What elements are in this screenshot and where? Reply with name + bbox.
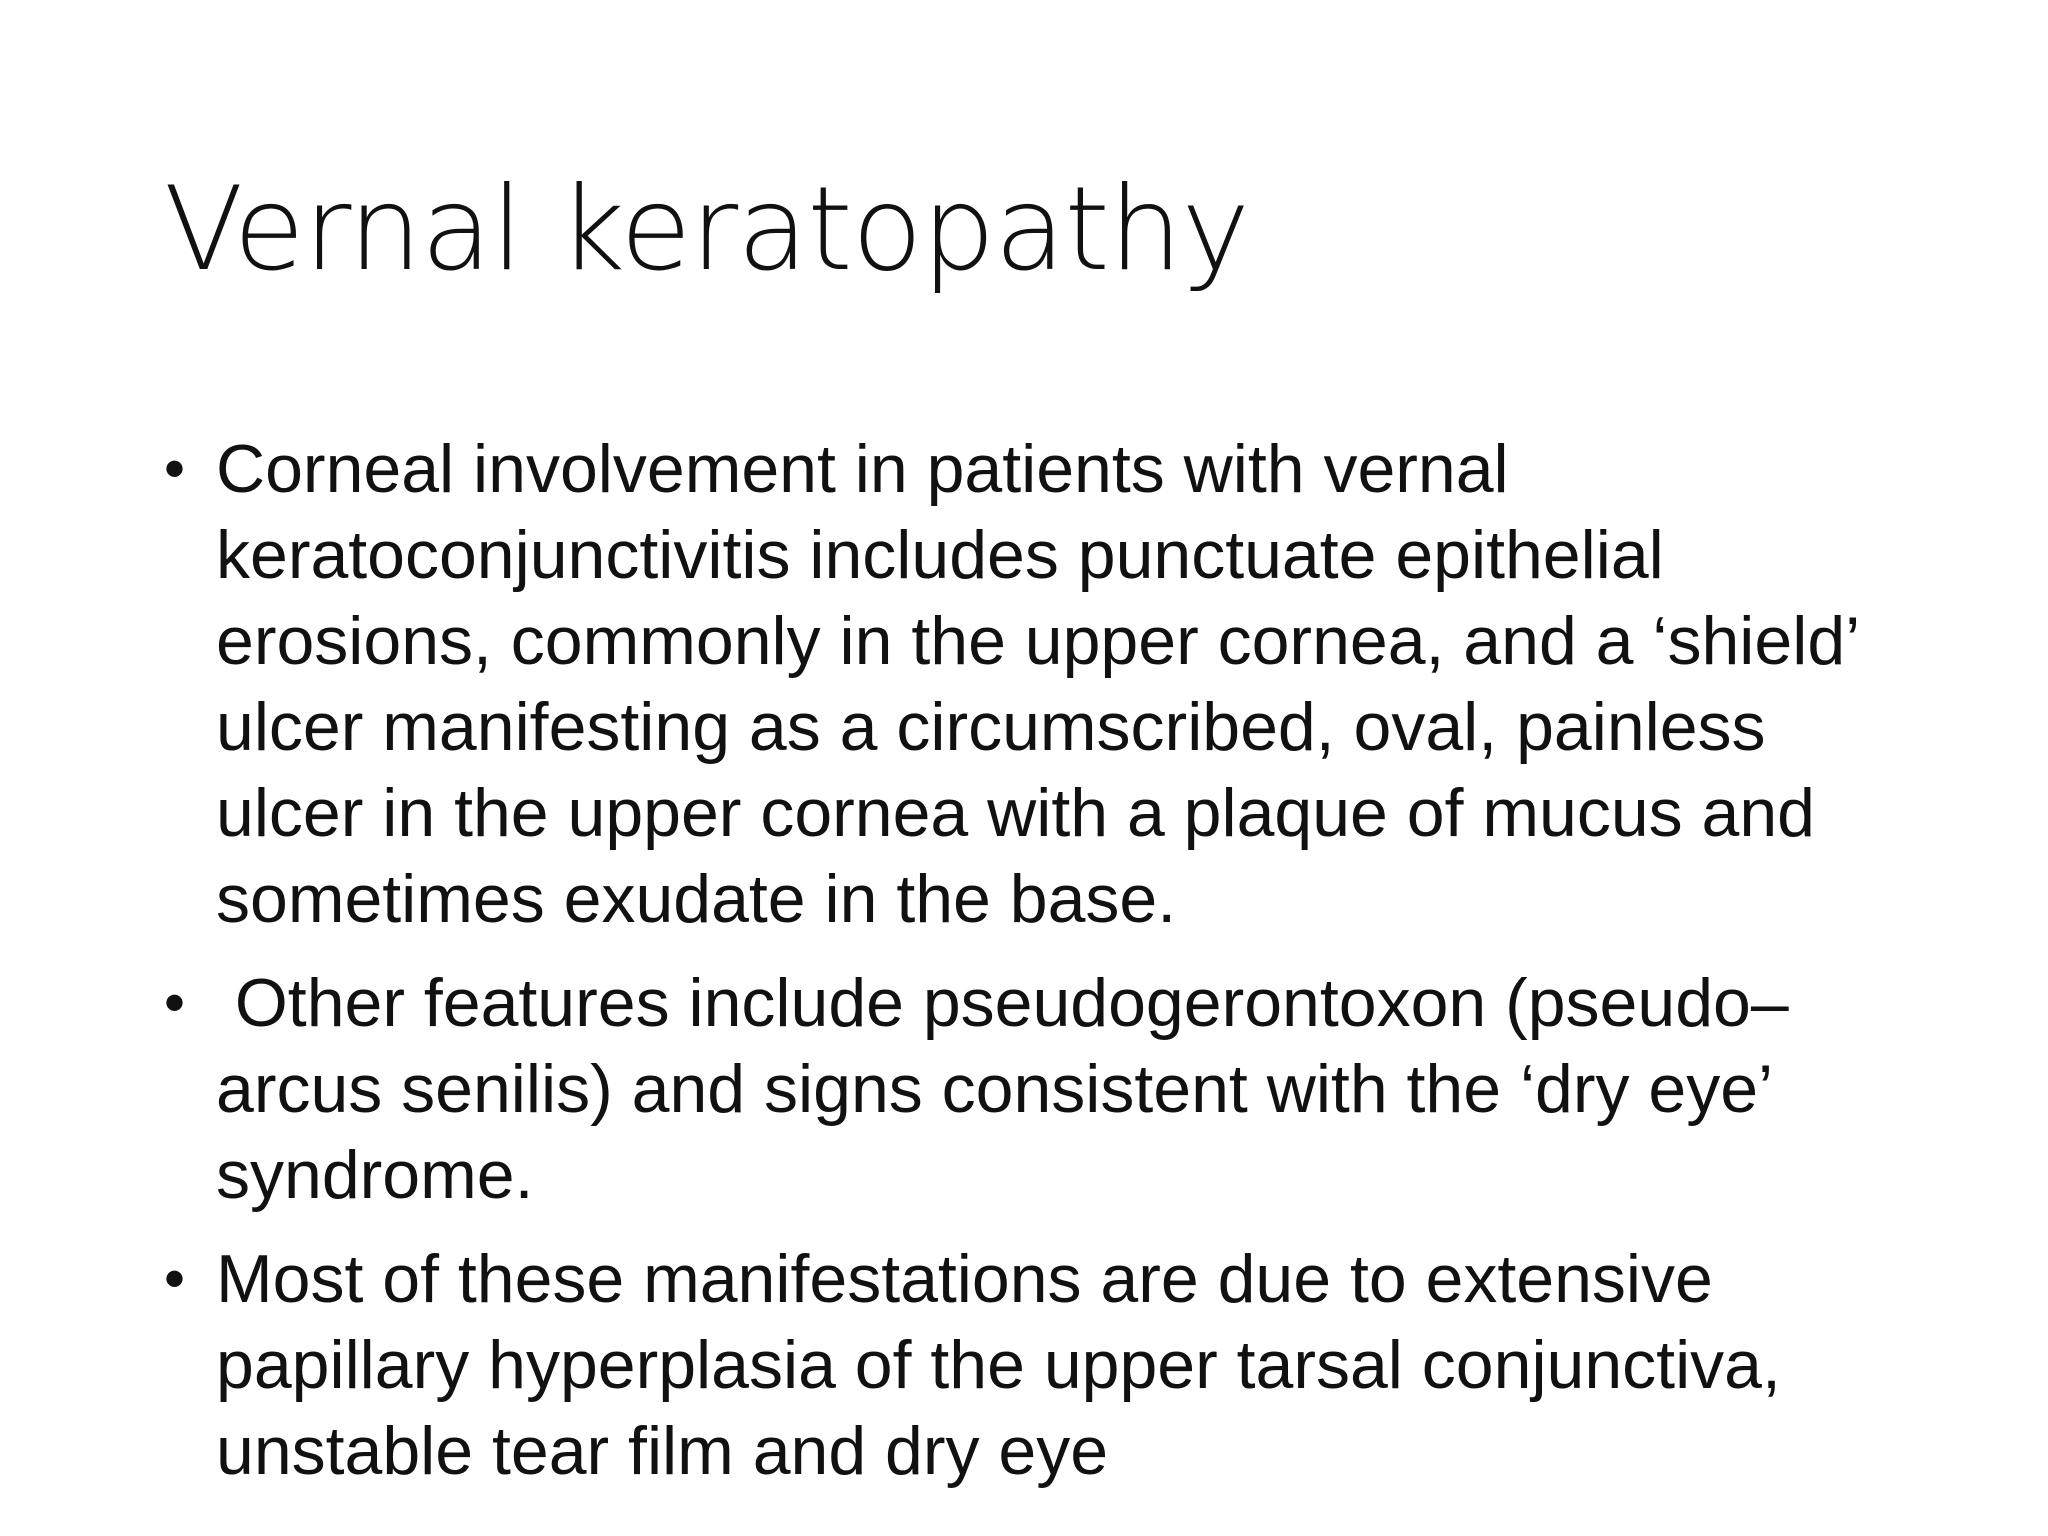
bullet-text: Most of these manifestations are due to extensive papillary hyperplasia of the upper tarsal conjunctiva, unstable tear film and dry eye [216, 1241, 1781, 1489]
bullet-item [164, 1236, 1914, 1494]
bullet-item [164, 426, 1914, 942]
slide-title: Vernal keratopathy [164, 162, 1250, 297]
bullet-text: Other features include pseudogerontoxon (pseudo–arcus senilis) and signs consistent with the ‘dry eye’ syndrome. [216, 965, 1790, 1213]
bullet-marker: • [164, 1245, 186, 1312]
bullet-marker: • [164, 435, 186, 502]
bullet-text: Corneal involvement in patients with vernal keratoconjunctivitis includes punctuate epithelial erosions, commonly in the upper cornea, and a ‘shield’ ulcer manifesting as a circumscribed, oval, painless ulcer in the upper cornea with a plaque of mucus and sometimes exudate in the base. [216, 431, 1858, 937]
bullet-item [164, 960, 1914, 1218]
bullet-marker: • [164, 969, 186, 1036]
bullet-list [164, 426, 1914, 1512]
